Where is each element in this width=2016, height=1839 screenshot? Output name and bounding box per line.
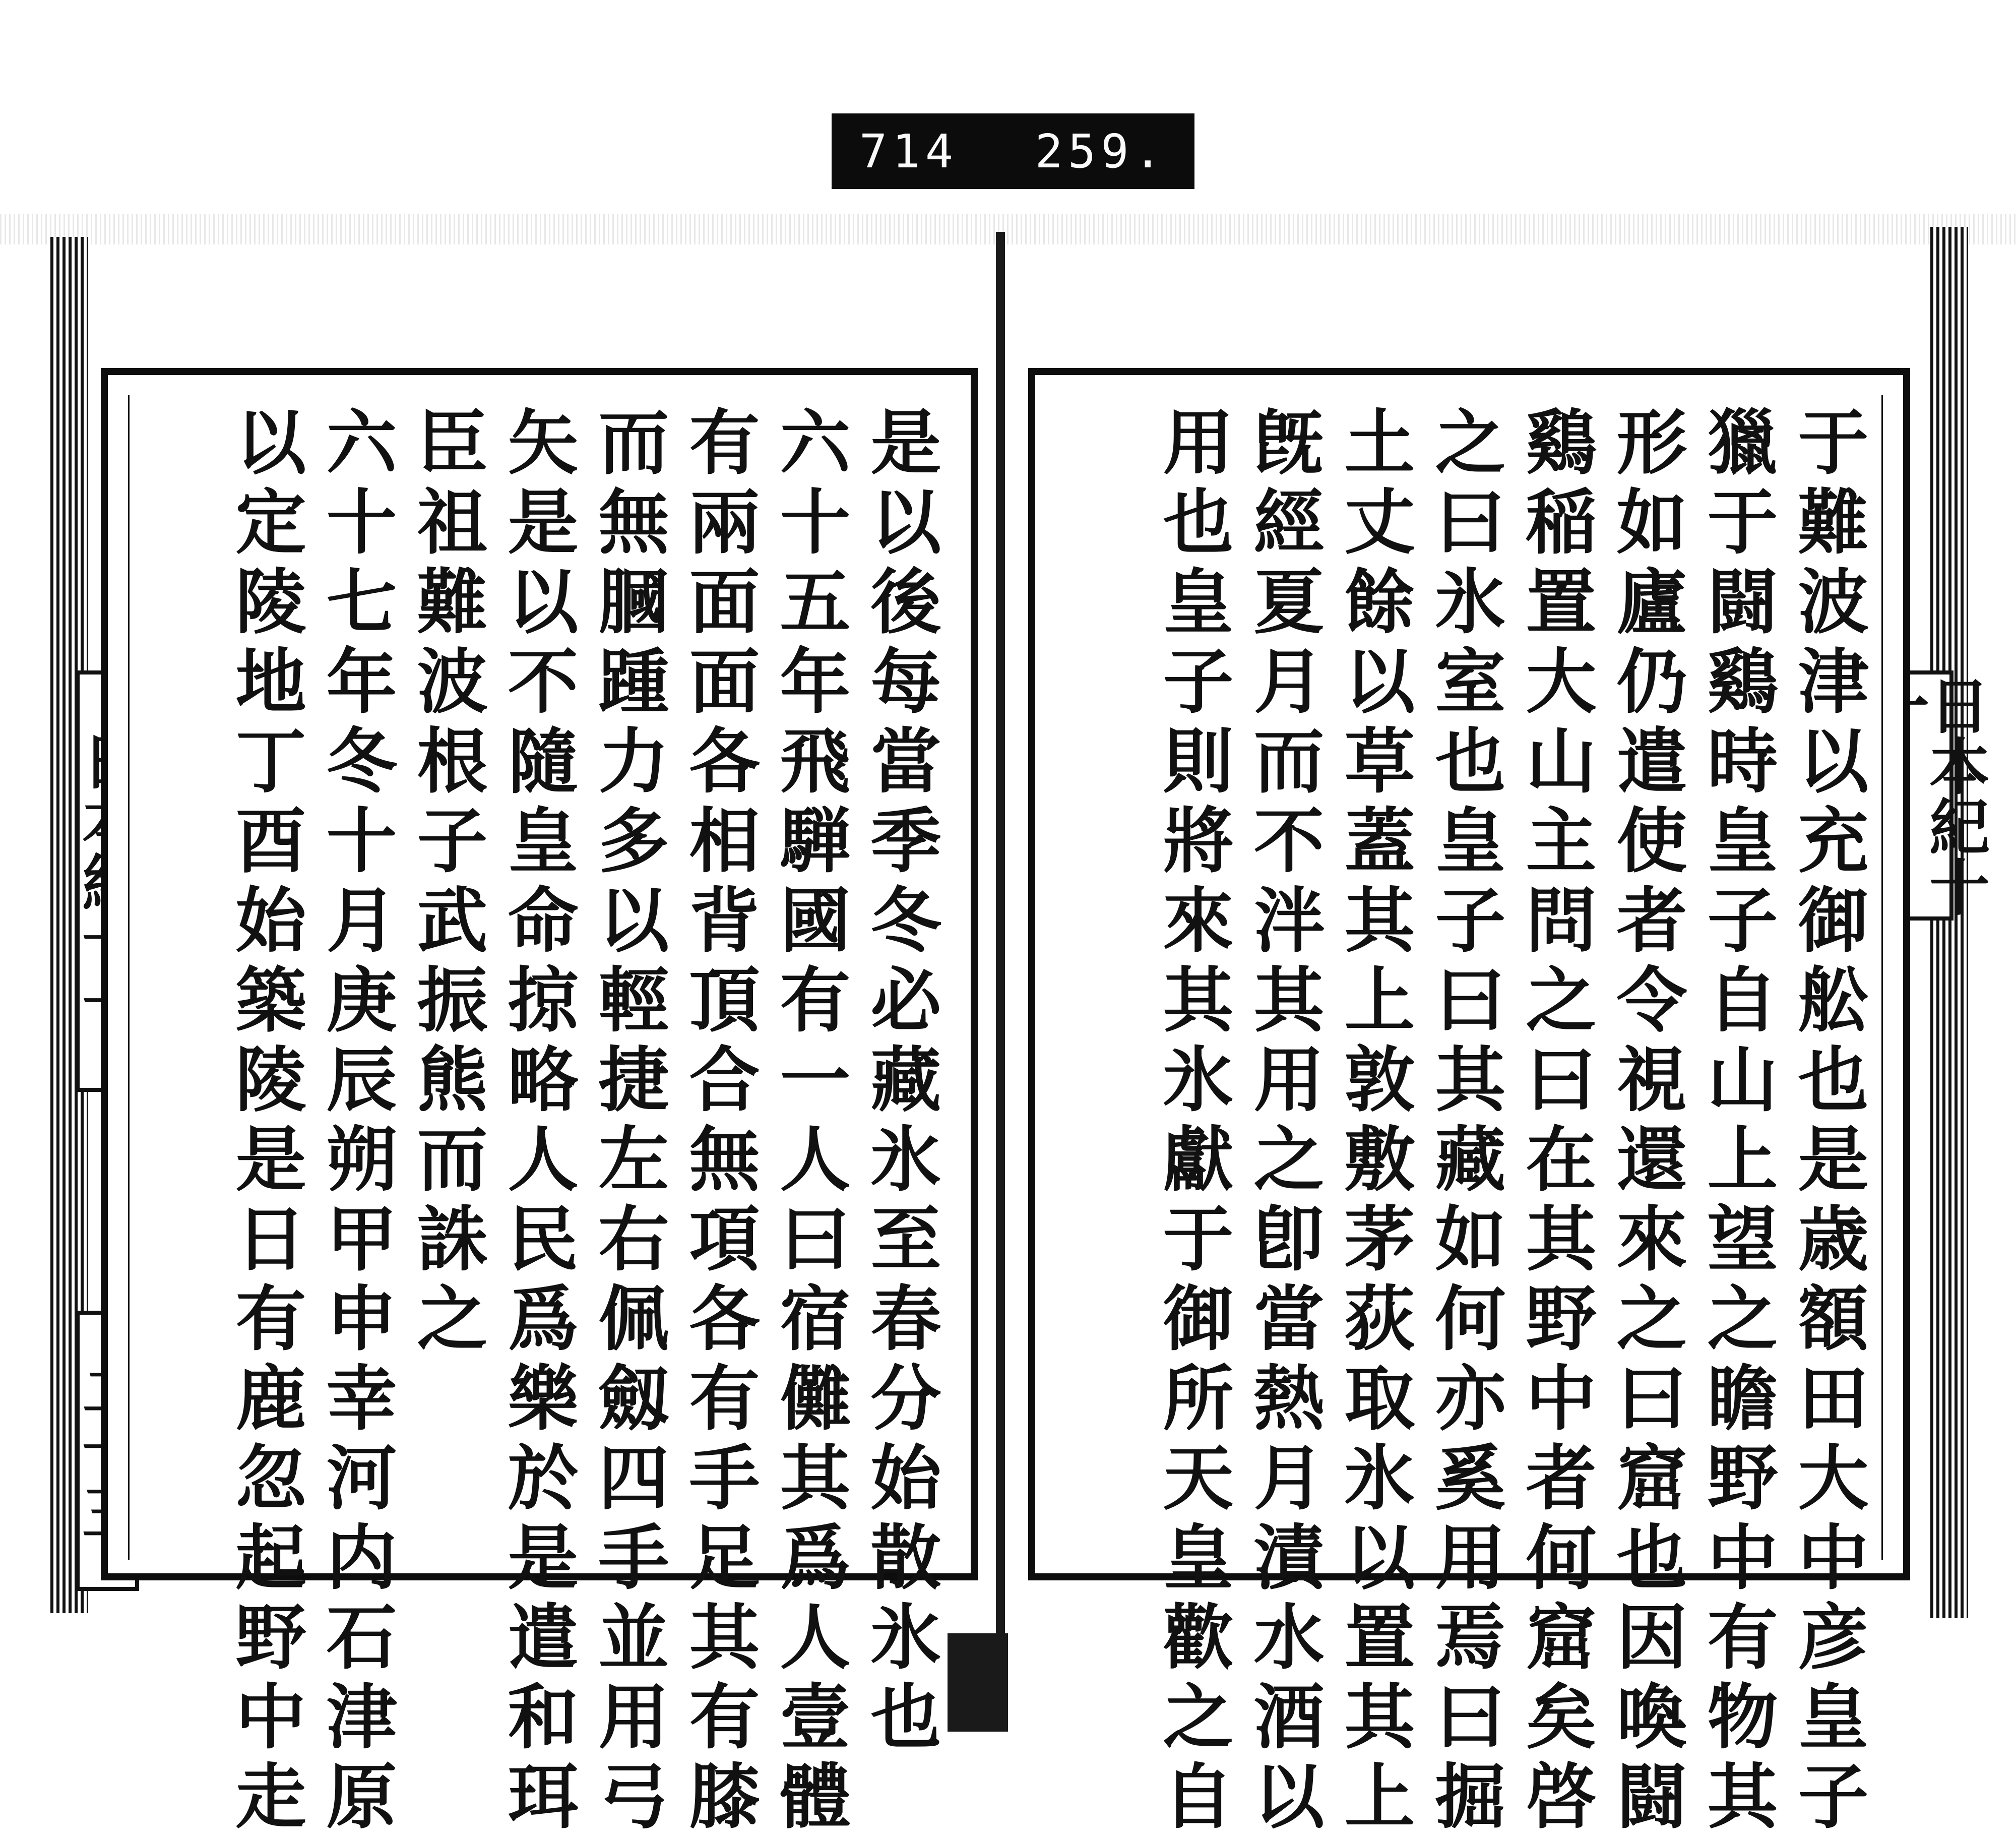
right-page-text — [1072, 405, 1873, 1839]
text-column: 有兩面面各相背頂合無項各有手足其有膝 — [677, 405, 760, 1839]
text-column: 是以後每當季冬必藏氷至春分始散氷也 — [859, 405, 941, 1759]
text-column: 六十五年飛騨國有一人曰宿儺其爲人壹體 — [768, 405, 851, 1839]
text-column: 于難波津以充御舩也是歳額田大中彦皇子 — [1786, 405, 1869, 1839]
text-column: 獵于闘鷄時皇子自山上望之瞻野中有物其 — [1695, 405, 1778, 1839]
binding-thread — [948, 1633, 1008, 1732]
text-column: 而無膕踵力多以輕捷左右佩劔四手並用弓 — [587, 405, 669, 1839]
right-page — [1028, 368, 1910, 1839]
text-column: 用也皇子則將來其氷獻于御所天皇歡之自 — [1151, 405, 1234, 1839]
text-column: 土丈餘以草蓋其上敦敷茅荻取氷以置其上 — [1333, 405, 1415, 1839]
text-column: 鷄稲置大山主問之曰在其野中者何窟矣啓 — [1514, 405, 1597, 1839]
stamp-number-left: 714 — [859, 124, 959, 178]
text-column: 以定陵地丁酉始築陵是日有鹿忽起野中走 — [224, 405, 306, 1839]
catalog-stamp — [832, 113, 1194, 189]
text-column: 六十七年冬十月庚辰朔甲申幸河内石津原 — [314, 405, 397, 1839]
right-page-edge — [1930, 227, 1968, 1618]
book-spine — [996, 232, 1005, 1643]
text-column: 臣祖難波根子武振熊而誅之 — [405, 405, 488, 1361]
text-column: 之曰氷室也皇子曰其藏如何亦奚用焉曰掘 — [1423, 405, 1506, 1839]
left-page-text — [144, 405, 946, 1839]
text-column: 旣經夏月而不泮其用之卽當熱月漬水酒以 — [1242, 405, 1325, 1839]
left-page-inner-rule — [128, 395, 130, 1560]
text-column: 矢是以不隨皇命掠略人民爲樂於是遣和珥 — [496, 405, 579, 1839]
left-page — [101, 368, 978, 1839]
right-page-inner-rule — [1881, 395, 1883, 1560]
book-top-edge — [0, 214, 2016, 244]
stamp-number-right: 259. — [1035, 124, 1167, 178]
margin-label-right: 日本紀十 — [1895, 670, 1954, 921]
text-column: 形如廬仍遣使者令視還來之曰窟也因喚闘 — [1605, 405, 1687, 1839]
